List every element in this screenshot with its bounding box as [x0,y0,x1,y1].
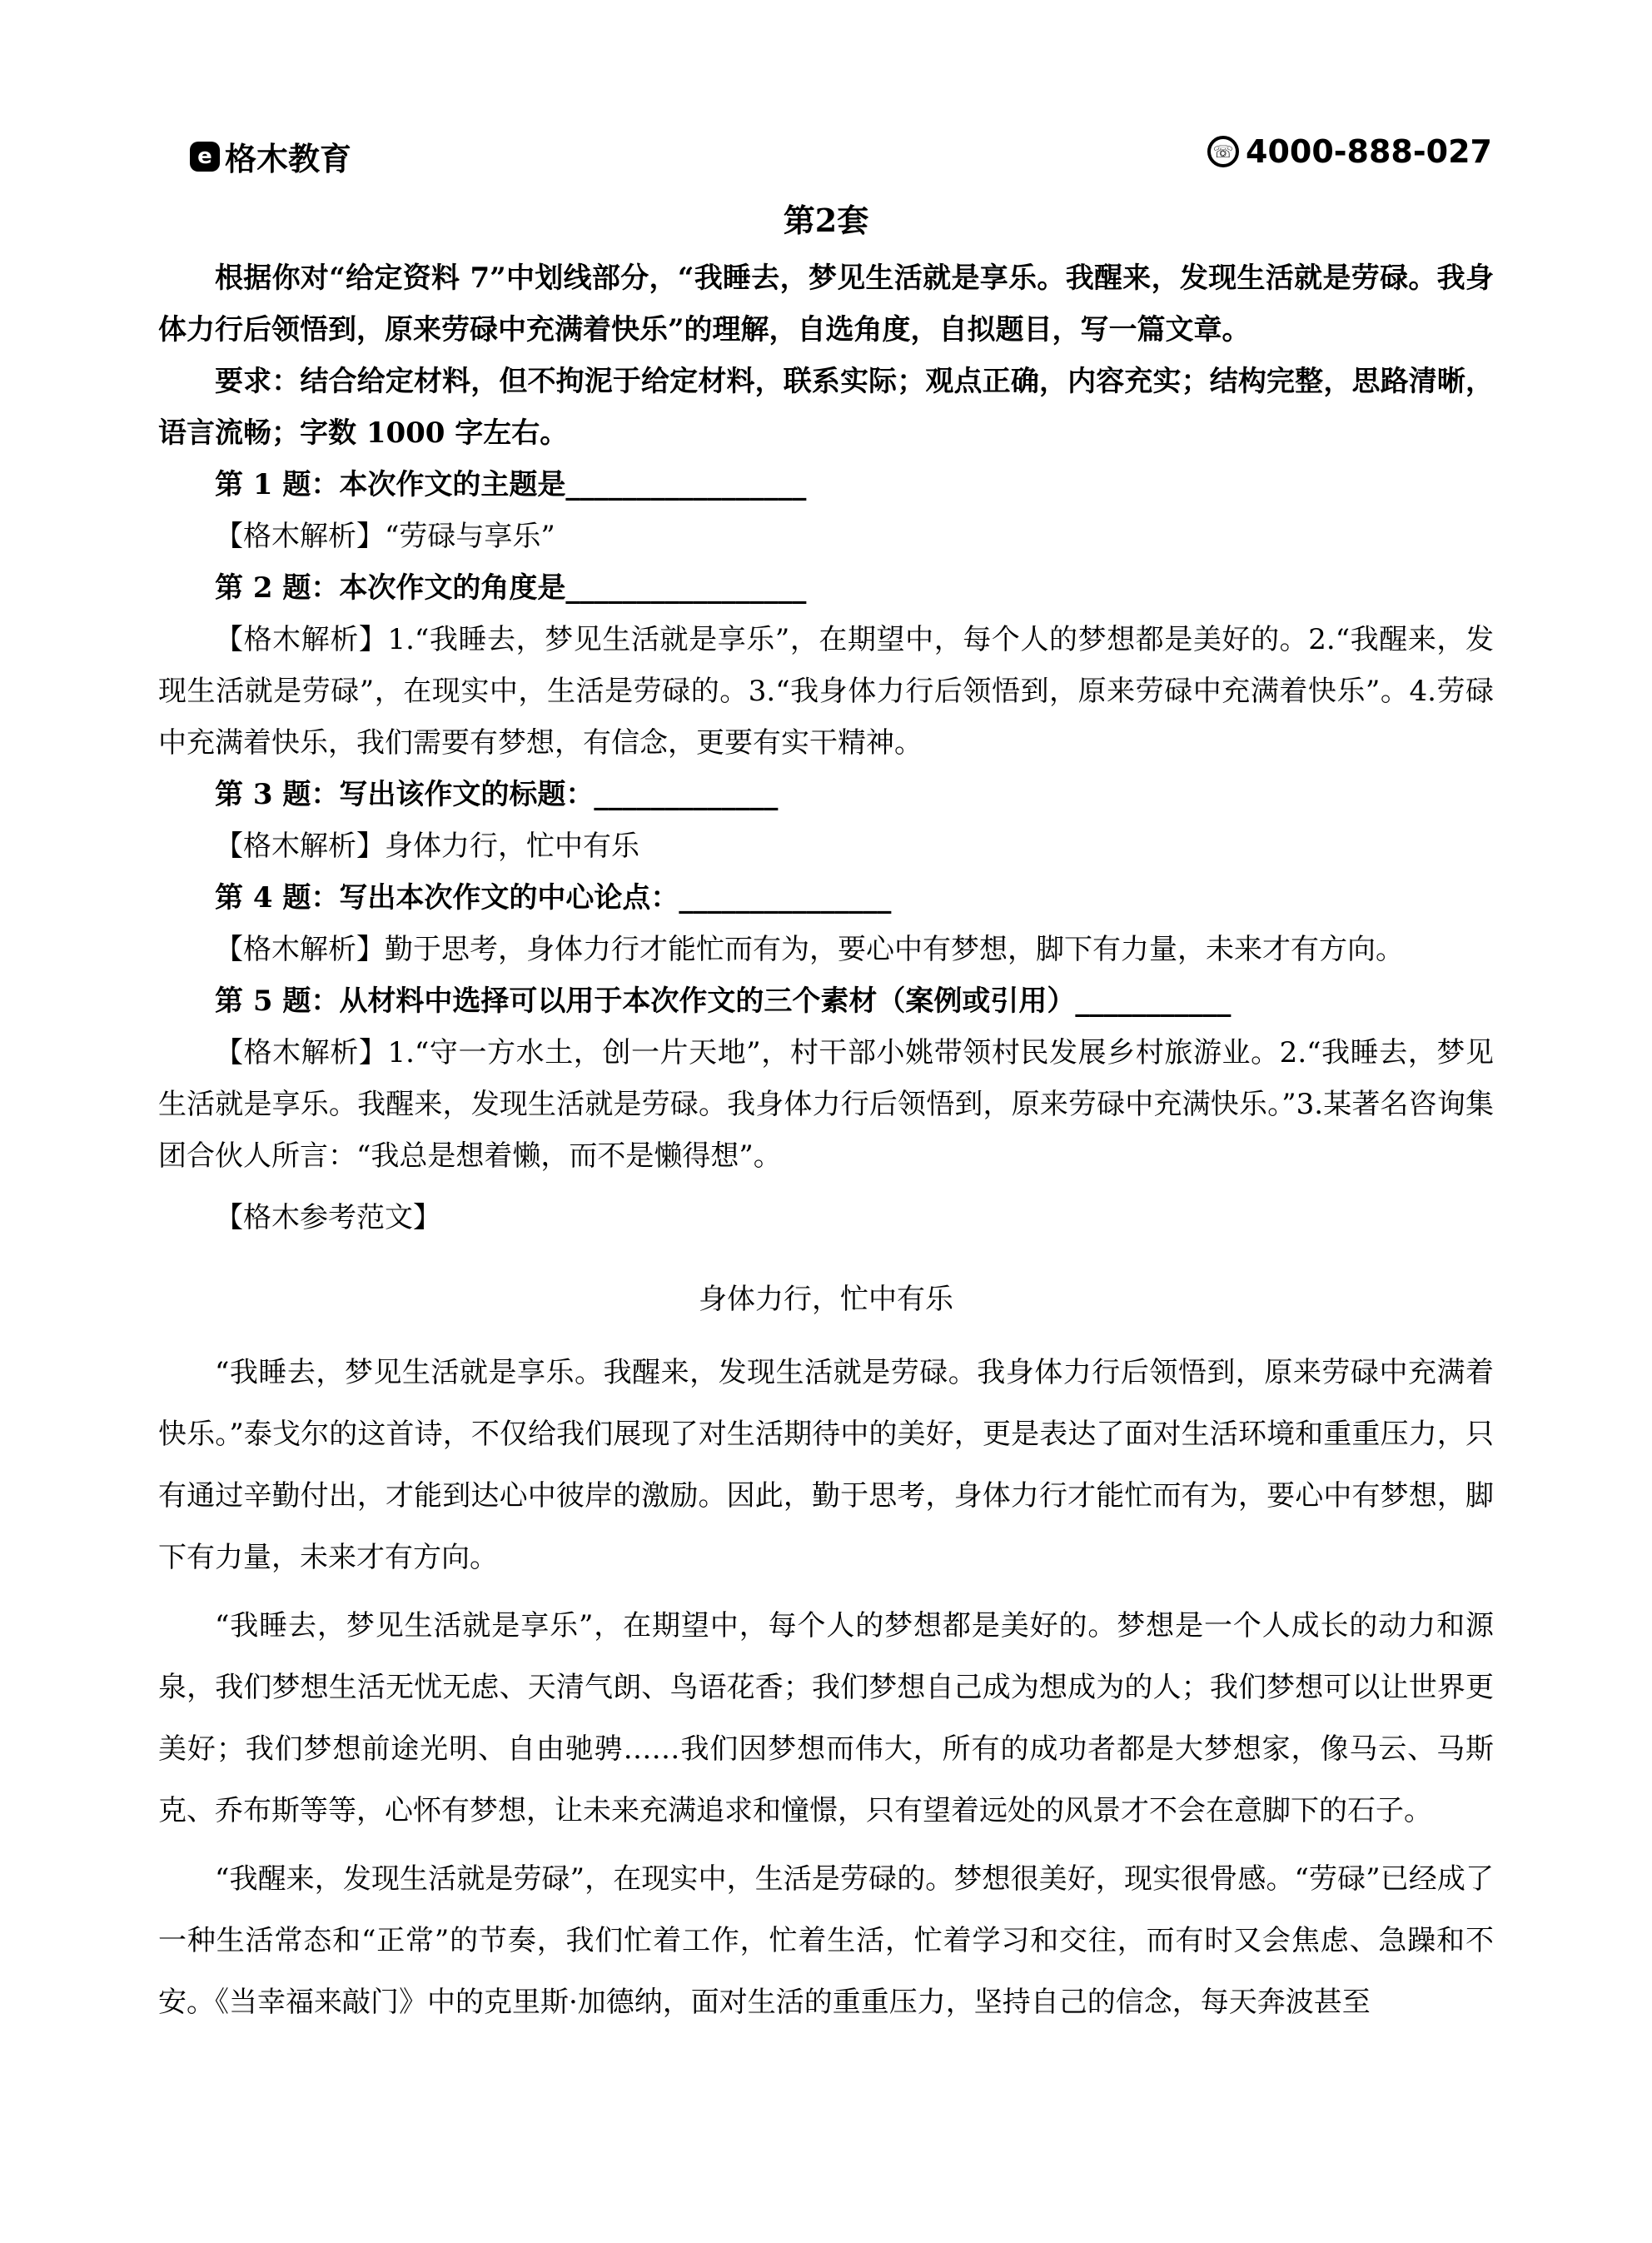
answer-5: 【格木解析】1.“守一方水土，创一片天地”，村干部小姚带领村民发展乡村旅游业。2.“我睡去，梦见生活就是享乐。我醒来，发现生活就是劳碌。我身体力行后领悟到，原来劳碌中充满快乐。”3.某著名咨询集团合伙人所言：“我总是想着懒，而不是懒得想”。 [158,1036,1494,1173]
brand-logo-icon: e [190,142,220,172]
requirements-paragraph: 要求：结合给定材料，但不拘泥于给定材料，联系实际；观点正确，内容充实；结构完整，思路清晰，语言流畅；字数 1000 字左右。 [158,365,1494,450]
essay-title: 身体力行，忙中有乐 [699,1283,953,1316]
answer-1: 【格木解析】“劳碌与享乐” [215,520,555,553]
answer-2: 【格木解析】1.“我睡去，梦见生活就是享乐”，在期望中，每个人的梦想都是美好的。2.“我醒来，发现生活就是劳碌”，在现实中，生活是劳碌的。3.“我身体力行后领悟到，原来劳碌中充满着快乐”。4.劳碌中充满着快乐，我们需要有梦想，有信念，更要有实干精神。 [158,623,1494,760]
prompt-paragraph: 根据你对“给定资料 7”中划线部分，“我睡去，梦见生活就是享乐。我醒来，发现生活就是劳碌。我身体力行后领悟到，原来劳碌中充满着快乐”的理解，自选角度，自拟题目，写一篇文章。 [158,262,1494,346]
essay-paragraph: “我睡去，梦见生活就是享乐。我醒来，发现生活就是劳碌。我身体力行后领悟到，原来劳碌中充满着快乐。”泰戈尔的这首诗，不仅给我们展现了对生活期待中的美好，更是表达了面对生活环境和重重压力，只有通过辛勤付出，才能到达心中彼岸的激励。因此，勤于思考，身体力行才能忙而有为，要心中有梦想，脚下有力量，未来才有方向。 [158,1356,1494,1574]
page-header [0,125,1652,183]
reference-essay-label: 【格木参考范文】 [215,1201,441,1234]
document-body [158,196,1494,2033]
question-2: 第 2 题：本次作文的角度是_________________ [215,571,807,605]
brand-logo-text: 格木教育 [225,141,352,177]
question-3: 第 3 题：写出该作文的标题：_____________ [215,778,779,811]
question-4: 第 4 题：写出本次作文的中心论点：_______________ [215,881,892,915]
essay-paragraph: “我睡去，梦见生活就是享乐”，在期望中，每个人的梦想都是美好的。梦想是一个人成长的动力和源泉，我们梦想生活无忧无虑、天清气朗、鸟语花香；我们梦想自己成为想成为的人；我们梦想可以让世界更美好；我们梦想前途光明、自由驰骋……我们因梦想而伟大，所有的成功者都是大梦想家，像马云、马斯克、乔布斯等等，心怀有梦想，让未来充满追求和憧憬，只有望着远处的风景才不会在意脚下的石子。 [158,1609,1494,1827]
hotline [1207,133,1492,170]
question-5: 第 5 题：从材料中选择可以用于本次作文的三个素材（案例或引用）___________ [215,984,1232,1018]
set-title: 第2套 [783,202,869,239]
brand-logo [190,133,351,179]
essay-paragraph: “我醒来，发现生活就是劳碌”，在现实中，生活是劳碌的。梦想很美好，现实很骨感。“劳碌”已经成了一种生活常态和“正常”的节奏，我们忙着工作，忙着生活，忙着学习和交往，而有时又会焦虑、急躁和不安。《当幸福来敲门》中的克里斯·加德纳，面对生活的重重压力，坚持自己的信念，每天奔波甚至 [158,1862,1494,2019]
phone-icon: ☏ [1207,136,1239,167]
hotline-number: 4000-888-027 [1246,133,1492,170]
answer-3: 【格木解析】身体力行，忙中有乐 [215,830,639,863]
answer-4: 【格木解析】勤于思考，身体力行才能忙而有为，要心中有梦想，脚下有力量，未来才有方向。 [215,933,1404,966]
question-1: 第 1 题：本次作文的主题是_________________ [215,468,807,501]
